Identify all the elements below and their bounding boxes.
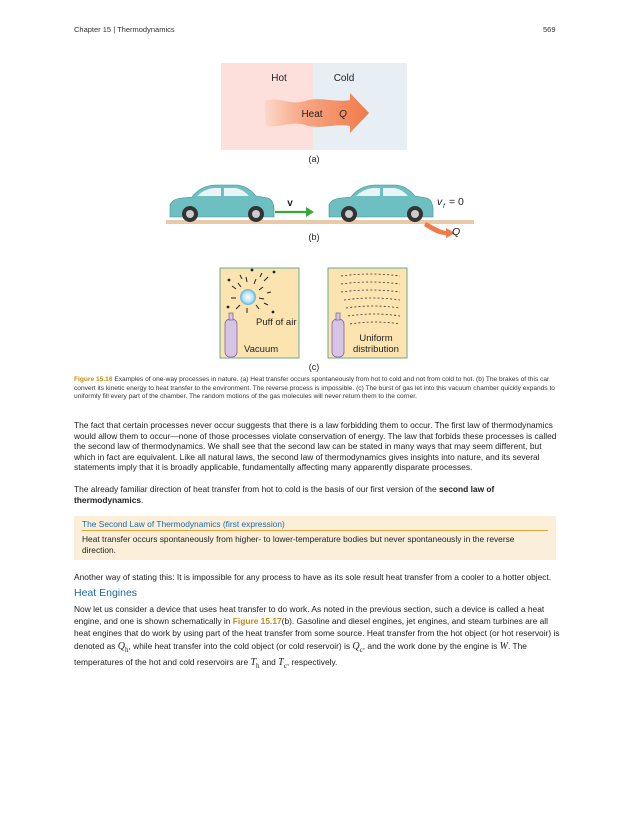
figure-15-17-link[interactable]: Figure 15.17 (232, 616, 282, 627)
paragraph-another-way: Another way of stating this: It is impossible for any process to have as its sole result heat transfer from a cooler to a hotter object. (74, 572, 552, 582)
figure-caption-text: Examples of one-way processes in nature. (a) Heat transfer occurs spontaneously from hot to cold and not from cold to hot. (b) The brakes of this car convert its kinetic energy to heat transfer to the environment. The reverse process is impossible. (c) The burst of gas let into this vacuum chamber quickly expands to uniformly fill every part of the chamber. The random motions of the gas molecules will never return them to the corner. (74, 376, 555, 401)
figure-caption (74, 376, 556, 402)
callout-text: Heat transfer occurs spontaneously from higher- to lower-temperature bodies but never spontaneously in the reverse direction. (82, 534, 515, 555)
distribution-label: distribution (353, 344, 399, 355)
paragraph-heat-engines: Now let us consider a device that uses heat transfer to do work. As noted in the previous section, such a device is called a heat engine, and one is shown schematically in Figure 15.17(b). Gasoline and diesel engines, jet engines, and steam turbines are all heat engines that do work by using part of the heat transfer from some source. Heat transfer from the hot object (or hot reservoir) is denoted as $Q_h$, while heat transfer into the cold object (or cold reservoir) is $Q_c$, and the work done by the engine is W. The temperatures of the hot and cold reservoirs are $T_h$ and $T_c$, respectively. (74, 604, 560, 670)
symbol-t-h: $T_h$ (250, 656, 260, 670)
gas-canister-left (225, 319, 237, 357)
callout-divider (82, 530, 548, 531)
velocity-label: v (287, 198, 293, 209)
symbol-w: W (499, 640, 508, 652)
panel-c-letter: (c) (308, 362, 320, 372)
panel-a (221, 63, 407, 164)
figure-15-16 (0, 0, 630, 375)
air-puff (240, 289, 256, 305)
panel-a-letter: (a) (308, 154, 320, 164)
final-velocity-eq: = 0 (449, 196, 464, 208)
term-second-law: second law of thermodynamics (74, 484, 495, 505)
symbol-q-c: $Q_c$ (352, 640, 363, 654)
moving-car (170, 185, 274, 222)
brake-heat-symbol: Q (452, 226, 461, 238)
second-law-callout (74, 516, 556, 560)
running-header-chapter: Chapter 15 | Thermodynamics (74, 25, 175, 34)
figure-caption-ref: Figure 15.16 (74, 376, 113, 383)
gas-canister-right (332, 319, 344, 357)
uniform-label: Uniform (359, 333, 393, 344)
panel-c (220, 268, 407, 372)
cold-label: Cold (333, 73, 355, 84)
panel-b-letter: (b) (308, 232, 320, 242)
heat-label: Heat (301, 109, 323, 120)
vacuum-label: Vacuum (244, 344, 279, 355)
brake-heat-arrow (424, 222, 455, 238)
hot-label: Hot (271, 73, 287, 84)
paragraph-second-law-intro: The fact that certain processes never occur suggests that there is a law forbidding them to occur. The first law of thermodynamics would allow them to occur—none of those processes violate conservation of energy. The law that forbids these processes is called the second law of thermodynamics. We shall see that the second law can be stated in many ways that may seem different, but which in fact are equivalent. Like all natural laws, the second law of thermodynamics gives insights into nature, and its several statements imply that it is broadly applicable, fundamentally affecting many apparently disparate processes. (74, 420, 557, 473)
final-velocity-var: v (437, 196, 443, 208)
puff-of-air-label: Puff of air (256, 317, 297, 328)
stopped-car (329, 185, 433, 222)
final-velocity-sub: f (443, 203, 445, 210)
heat-symbol-q: Q (339, 109, 347, 120)
section-heading-heat-engines: Heat Engines (74, 587, 138, 599)
callout-title: The Second Law of Thermodynamics (first expression) (82, 519, 285, 529)
symbol-q-h: $Q_h$ (117, 640, 129, 654)
page-number: 569 (543, 25, 556, 34)
velocity-arrowhead (306, 207, 314, 217)
symbol-t-c: $T_c$ (278, 656, 287, 670)
paragraph-familiar-direction: The already familiar direction of heat transfer from hot to cold is the basis of our first version of the second law of thermodynamics. (74, 484, 495, 505)
panel-b (166, 185, 474, 242)
